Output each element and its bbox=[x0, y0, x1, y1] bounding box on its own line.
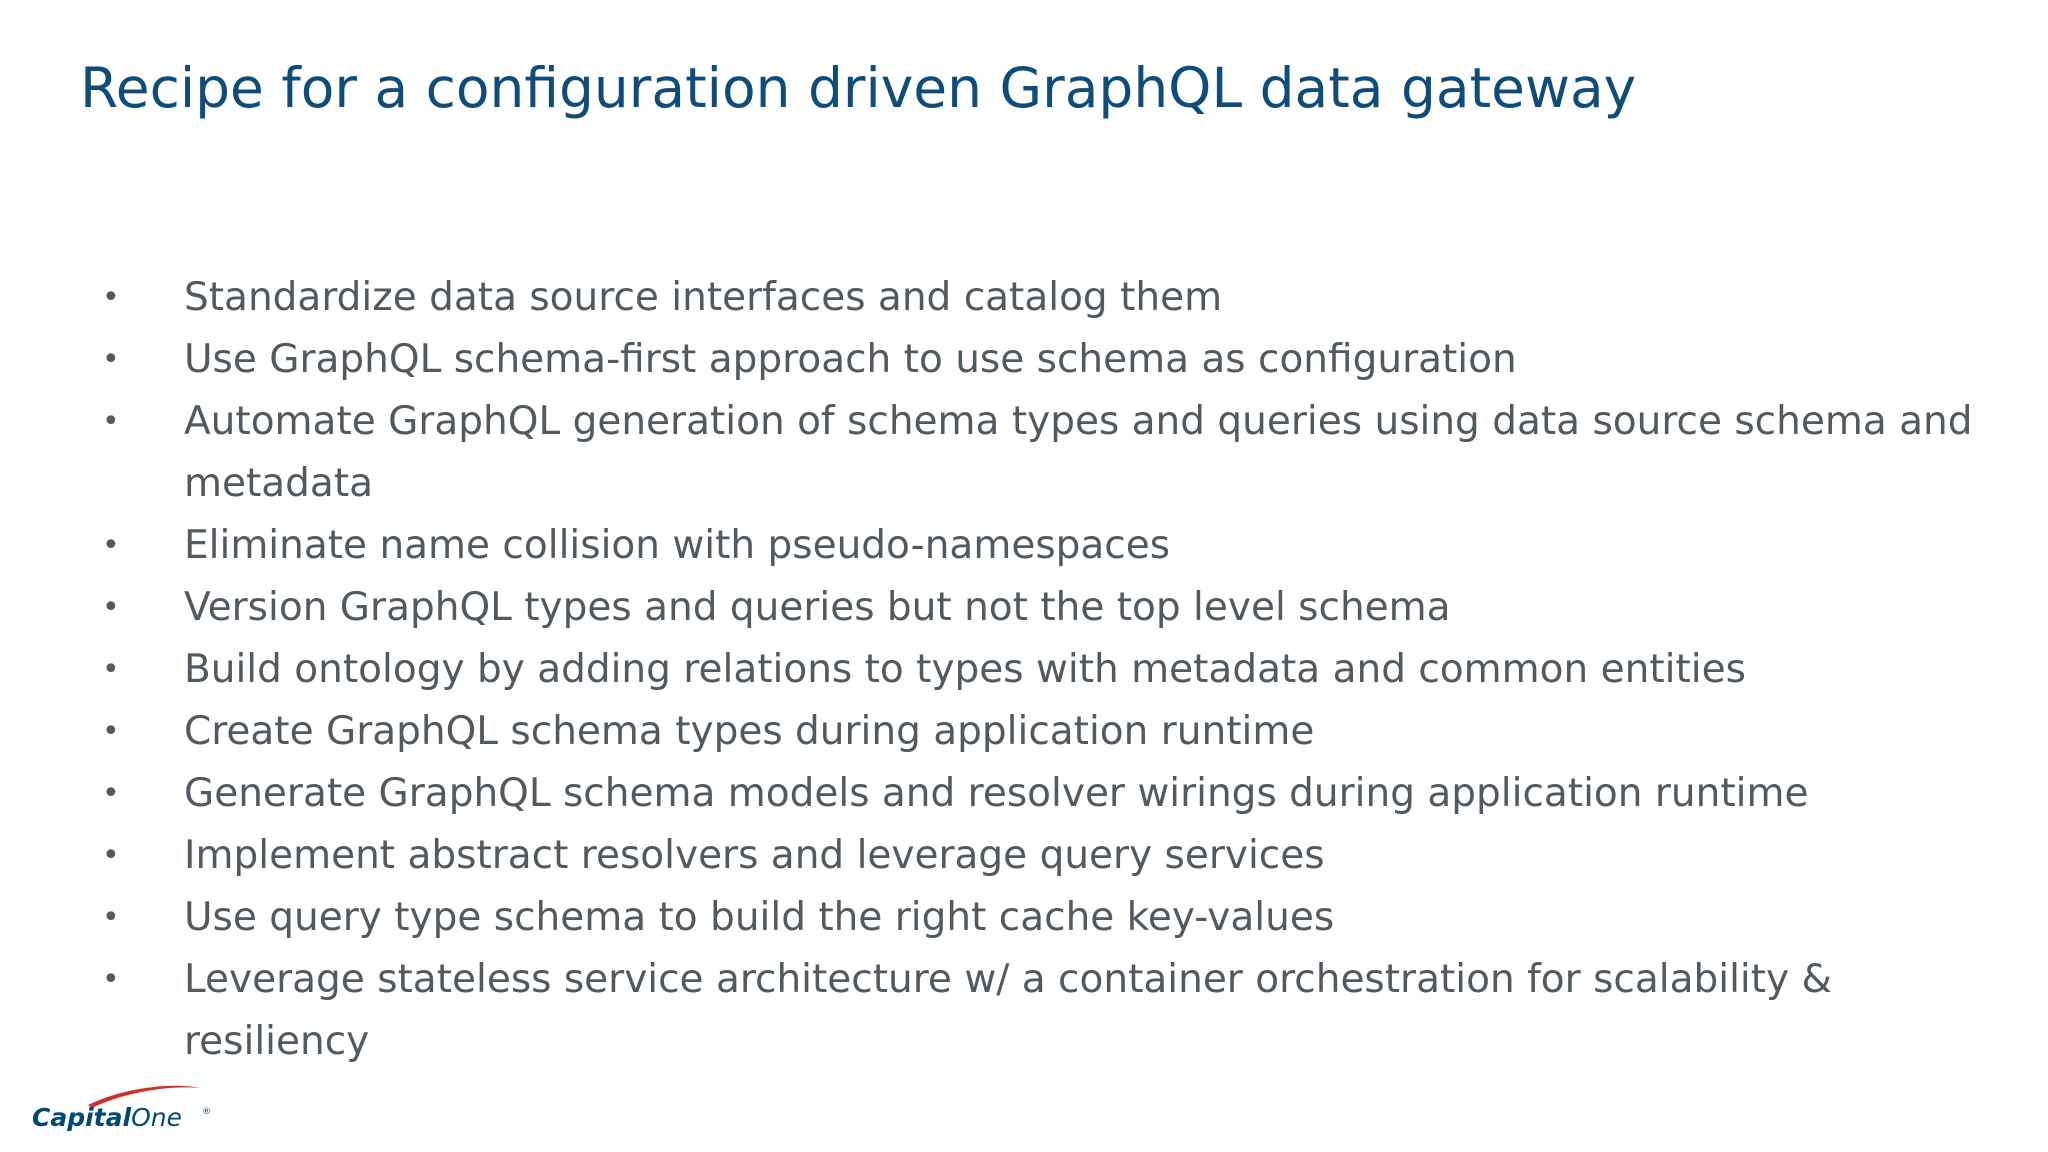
bullet-icon: • bbox=[102, 776, 120, 811]
bullet-icon: • bbox=[102, 652, 120, 687]
bullet-icon: • bbox=[102, 962, 120, 997]
bullet-icon: • bbox=[102, 900, 120, 935]
logo-wordmark bbox=[32, 1103, 182, 1132]
list-item bbox=[102, 515, 1982, 577]
list-item bbox=[102, 391, 1982, 515]
logo-registered-mark: ® bbox=[202, 1107, 211, 1117]
list-item bbox=[102, 329, 1982, 391]
bullet-icon: • bbox=[102, 590, 120, 625]
list-item bbox=[102, 267, 1982, 329]
bullet-icon: • bbox=[102, 404, 120, 439]
bullet-text: Automate GraphQL generation of schema types and queries using data source schema and metadata bbox=[184, 399, 1973, 506]
bullet-icon: • bbox=[102, 528, 120, 563]
bullet-icon: • bbox=[102, 280, 120, 315]
slide-title: Recipe for a configuration driven GraphQL data gateway bbox=[80, 56, 1637, 120]
bullet-icon: • bbox=[102, 342, 120, 377]
list-item bbox=[102, 825, 1982, 887]
capital-one-logo bbox=[30, 1082, 210, 1140]
list-item bbox=[102, 577, 1982, 639]
bullet-text: Build ontology by adding relations to types with metadata and common entities bbox=[184, 647, 1746, 692]
logo-text-one: One bbox=[131, 1103, 182, 1132]
bullet-text: Version GraphQL types and queries but not the top level schema bbox=[184, 585, 1451, 630]
bullet-text: Implement abstract resolvers and leverage query services bbox=[184, 833, 1325, 878]
list-item bbox=[102, 763, 1982, 825]
bullet-text: Use GraphQL schema-first approach to use schema as configuration bbox=[184, 337, 1517, 382]
bullet-text: Create GraphQL schema types during application runtime bbox=[184, 709, 1315, 754]
bullet-icon: • bbox=[102, 714, 120, 749]
bullet-icon: • bbox=[102, 838, 120, 873]
bullet-text: Standardize data source interfaces and catalog them bbox=[184, 275, 1223, 320]
list-item bbox=[102, 949, 1982, 1073]
list-item bbox=[102, 701, 1982, 763]
list-item bbox=[102, 639, 1982, 701]
list-item bbox=[102, 887, 1982, 949]
bullet-text: Generate GraphQL schema models and resolver wirings during application runtime bbox=[184, 771, 1809, 816]
bullet-text: Eliminate name collision with pseudo-namespaces bbox=[184, 523, 1171, 568]
bullet-text: Leverage stateless service architecture w/ a container orchestration for scalability & resiliency bbox=[184, 957, 1832, 1064]
bullet-list bbox=[102, 267, 1982, 1073]
logo-text-capital: Capital bbox=[32, 1103, 132, 1132]
bullet-text: Use query type schema to build the right cache key-values bbox=[184, 895, 1335, 940]
